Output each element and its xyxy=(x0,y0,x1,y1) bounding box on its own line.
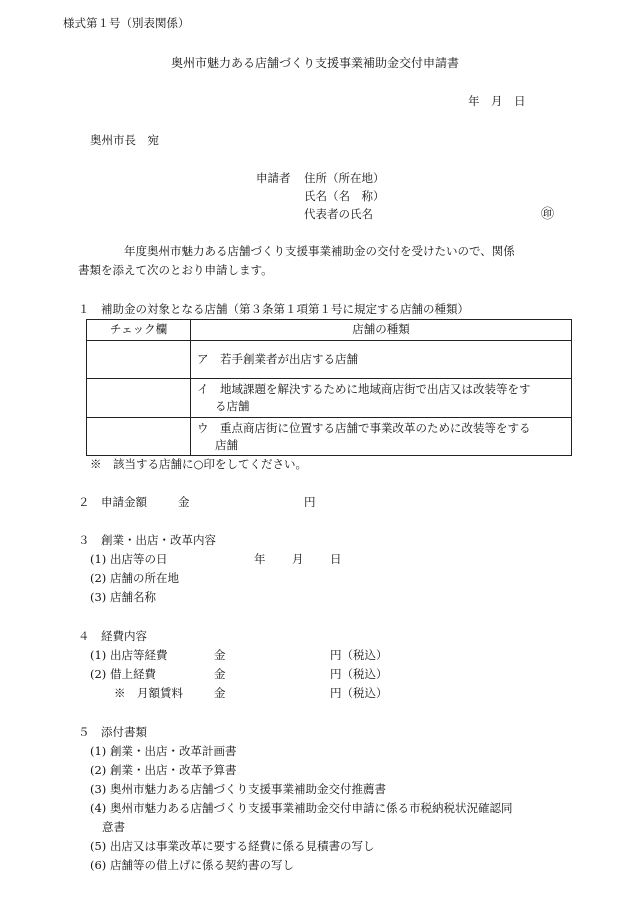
opening-date-month: 月 xyxy=(292,552,304,566)
expense-prefix-2: 金 xyxy=(214,667,226,681)
header-check: チェック欄 xyxy=(87,320,191,341)
store-type-i-line1: イ 地域課題を解決するために地域商店街で出店又は改装等をす xyxy=(197,382,531,396)
opening-date-year: 年 xyxy=(254,552,266,566)
store-type-i-line2: る店舗 xyxy=(215,399,250,413)
date-line: 年 月 日 xyxy=(468,94,526,108)
expense-label-2: (2) 借上経費 xyxy=(90,667,156,681)
expense-unit-3: 円（税込） xyxy=(330,686,388,700)
intro-line-1: 年度奥州市魅力ある店舗づくり支援事業補助金の交付を受けたいので、関係 xyxy=(124,244,515,258)
applicant-label: 申請者 xyxy=(256,171,291,185)
section1-heading: １ 補助金の対象となる店舗（第３条第１項第１号に規定する店舗の種類） xyxy=(78,302,469,316)
check-cell-i[interactable] xyxy=(87,379,191,418)
store-name-label: (3) 店舗名称 xyxy=(90,590,156,604)
representative-label: 代表者の氏名 xyxy=(304,207,373,221)
attachment-item-4-cont: 意書 xyxy=(102,820,125,834)
seal-icon: ㊞ xyxy=(541,207,555,222)
expense-label-1: (1) 出店等経費 xyxy=(90,648,168,662)
attachment-item-6: (6) 店舗等の借上げに係る契約書の写し xyxy=(90,858,294,872)
store-type-u-line1: ウ 重点商店街に位置する店舗で事業改革のために改装等をする xyxy=(197,420,531,435)
attachment-item-5: (5) 出店又は事業改革に要する経費に係る見積書の写し xyxy=(90,839,375,853)
attachment-item-3: (3) 奥州市魅力ある店舗づくり支援事業補助金交付推薦書 xyxy=(90,782,386,796)
table-header-row xyxy=(87,320,572,341)
amount-prefix: 金 xyxy=(178,495,190,509)
amount-unit: 円 xyxy=(304,495,316,509)
check-cell-a[interactable] xyxy=(87,341,191,379)
attachment-item-1: (1) 創業・出店・改革計画書 xyxy=(90,744,237,758)
store-type-table xyxy=(86,319,572,456)
section5-heading: ５ 添付書類 xyxy=(78,725,147,739)
store-location-label: (2) 店舗の所在地 xyxy=(90,571,179,585)
opening-date-label: (1) 出店等の日 xyxy=(90,552,168,566)
address-label: 住所（所在地） xyxy=(304,171,385,185)
attachment-item-4: (4) 奥州市魅力ある店舗づくり支援事業補助金交付申請に係る市税納税状況確認同 xyxy=(90,801,513,815)
intro-line-2: 書類を添えて次のとおり申請します。 xyxy=(78,263,273,277)
expense-label-3: ※ 月額賃料 xyxy=(114,686,183,700)
expense-unit-1: 円（税込） xyxy=(330,648,388,662)
store-type-cell xyxy=(191,418,572,456)
expense-prefix-1: 金 xyxy=(214,648,226,662)
section1-note: ※ 該当する店舗に○印をしてください。 xyxy=(90,457,308,471)
table-row xyxy=(87,379,572,418)
attachment-item-2: (2) 創業・出店・改革予算書 xyxy=(90,763,237,777)
addressee: 奥州市長 宛 xyxy=(90,133,159,147)
name-label: 氏名（名 称） xyxy=(304,189,385,203)
table-row xyxy=(87,418,572,456)
section2-heading: ２ 申請金額 xyxy=(78,495,147,509)
section4-heading: ４ 経費内容 xyxy=(78,629,147,643)
store-type-a-line1: ア 若手創業者が出店する店舗 xyxy=(197,352,358,366)
opening-date-day: 日 xyxy=(330,552,342,566)
expense-unit-2: 円（税込） xyxy=(330,667,388,681)
form-number: 様式第１号（別表関係） xyxy=(63,16,190,30)
table-row xyxy=(87,341,572,379)
store-type-cell xyxy=(191,379,572,418)
check-cell-u[interactable] xyxy=(87,418,191,456)
header-store-type: 店舗の種類 xyxy=(191,320,572,341)
section3-heading: ３ 創業・出店・改革内容 xyxy=(78,533,216,547)
expense-prefix-3: 金 xyxy=(214,686,226,700)
store-type-u-line2: 店舗 xyxy=(215,437,238,452)
document-title: 奥州市魅力ある店舗づくり支援事業補助金交付申請書 xyxy=(170,56,459,70)
store-type-cell xyxy=(191,341,572,379)
